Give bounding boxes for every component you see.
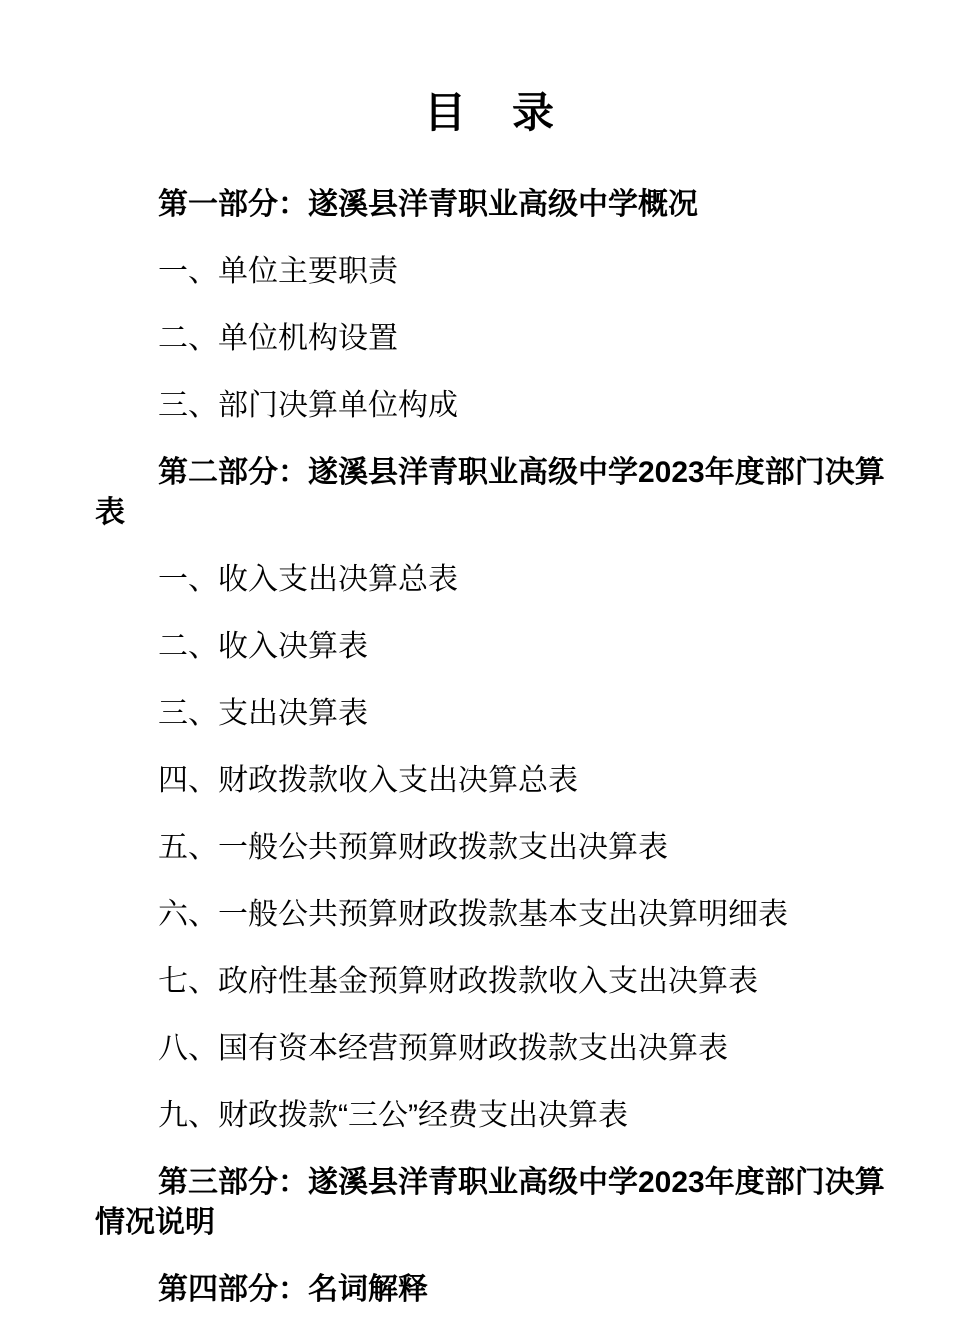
toc-part1-item-1: 一、单位主要职责 [158,255,398,288]
toc-part2-item-1: 一、收入支出决算总表 [158,563,458,596]
toc-part2-item-2: 二、收入决算表 [158,630,368,663]
toc-part3-heading-line1: 第三部分：遂溪县洋青职业高级中学2023年度部门决算 [158,1166,885,1199]
toc-part2-item-9: 九、财政拨款“三公”经费支出决算表 [158,1099,628,1132]
toc-part3-heading [95,1163,885,1243]
toc-part1-item-2: 二、单位机构设置 [158,322,398,355]
toc-part1-item-3: 三、部门决算单位构成 [158,389,458,422]
toc-part2-item-8: 八、国有资本经营预算财政拨款支出决算表 [158,1032,728,1065]
toc-part2-heading-line1: 第二部分：遂溪县洋青职业高级中学2023年度部门决算 [158,456,885,489]
toc-part1-heading: 第一部分：遂溪县洋青职业高级中学概况 [158,188,698,221]
toc-part2-item-7: 七、政府性基金预算财政拨款收入支出决算表 [158,965,758,998]
toc-part2-heading-line2: 表 [95,496,125,529]
toc-part3-heading-line2: 情况说明 [95,1206,215,1239]
toc-title: 目 录 [423,88,556,137]
toc-part2-item-4: 四、财政拨款收入支出决算总表 [158,764,578,797]
toc-part2-heading [95,453,885,533]
toc-part2-item-6: 六、一般公共预算财政拨款基本支出决算明细表 [158,898,788,931]
toc-part2-item-3: 三、支出决算表 [158,697,368,730]
toc-part4-heading: 第四部分：名词解释 [158,1273,428,1306]
toc-part2-item-5: 五、一般公共预算财政拨款支出决算表 [158,831,668,864]
